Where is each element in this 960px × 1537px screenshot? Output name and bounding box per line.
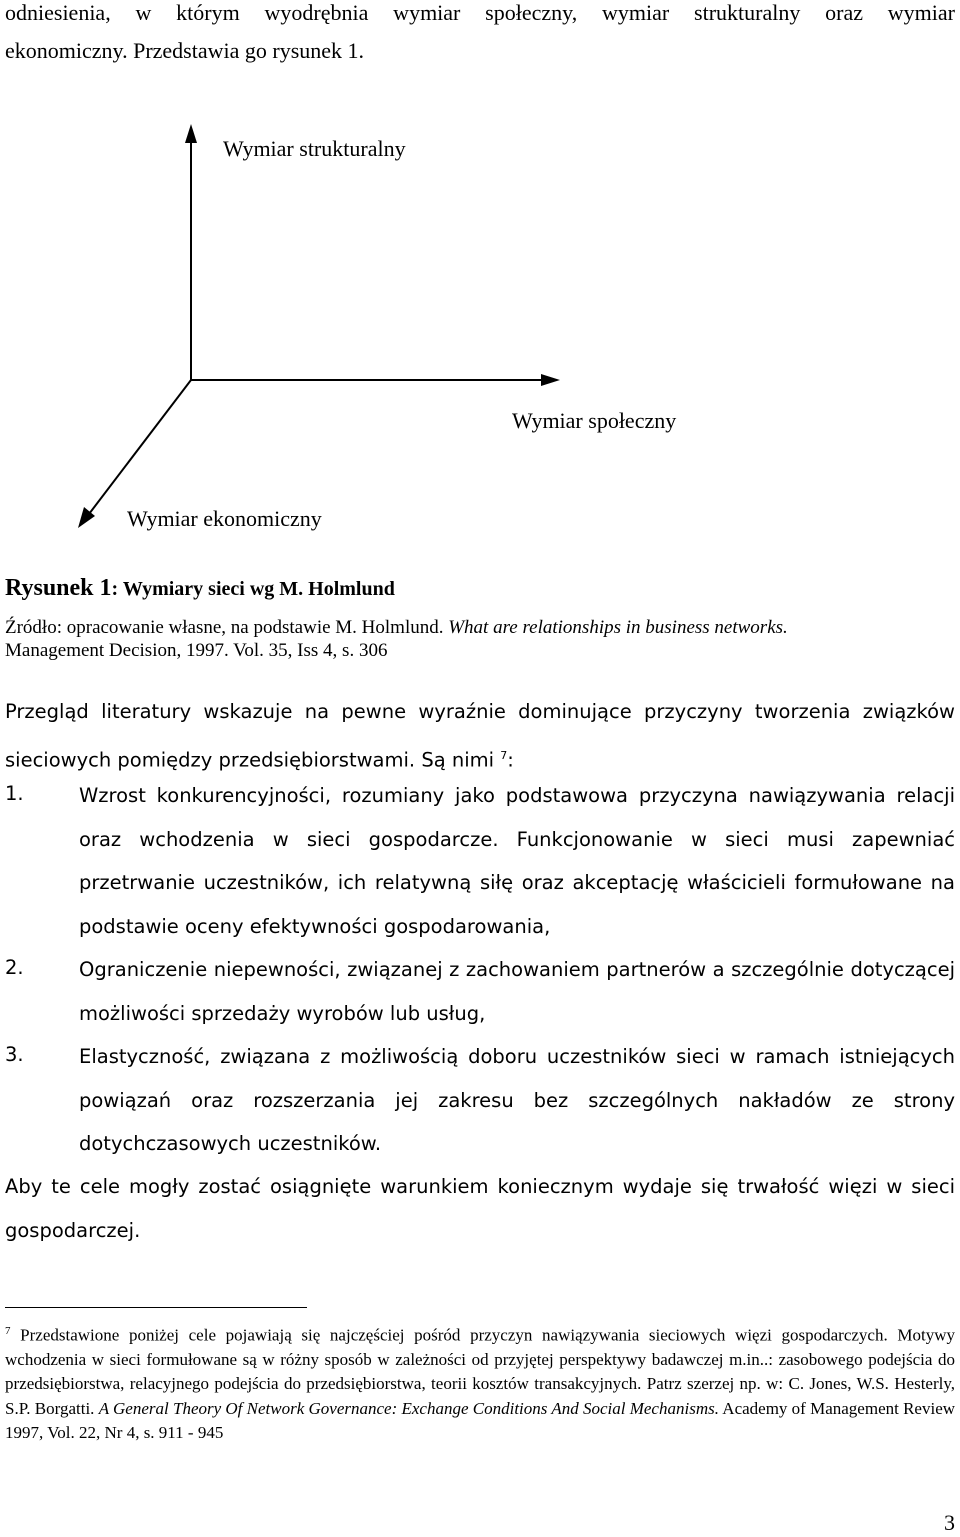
figure-caption-text: : Wymiary sieci wg M. Holmlund [111,578,395,600]
economic-axis-label: Wymiar ekonomiczny [127,506,322,531]
social-axis-arrowhead [541,374,560,386]
figure-source [5,617,955,639]
structural-axis-label: Wymiar strukturalny [223,136,406,161]
list-item-text: Elastyczność, związana z możliwością doboru uczestników sieci w ramach istniejących powiązań oraz rozszerzania jej zakresu bez szczególnych nakładów ze strony dotychczasowych uczestników. [79,1045,955,1155]
paragraph-conclusion: Aby te cele mogły zostać osiągnięte warunkiem koniecznym wydaje się trwałość więzi w sieci gospodarczej. [5,1175,955,1242]
intro-line-1: odniesienia, w którym wyodrębnia wymiar społeczny, wymiar strukturalny oraz wymiar [5,0,955,25]
list-item-text: Wzrost konkurencyjności, rozumiany jako podstawowa przyczyna nawiązywania relacji oraz wchodzenia w sieci gospodarcze. Funkcjonowanie w sieci musi zapewniać przetrwanie uczestników, ich relatywną siłę oraz akceptację właścicieli formułowane na podstawie oceny efektywności gospodarowania, [79,784,955,938]
source-rest: Management Decision, 1997. Vol. 35, Iss 4, s. 306 [5,640,388,661]
source-plain: Źródło: opracowanie własne, na podstawie M. Holmlund. [5,617,444,638]
list-item-number: 1. [5,782,24,805]
structural-axis-arrowhead [185,124,197,143]
footnote-separator [5,1307,307,1308]
intro-line-2: ekonomiczny. Przedstawia go rysunek 1. [5,38,365,63]
footnote-ref: 7 [500,748,508,762]
source-italic-title: What are relationships in business networks. [448,617,788,638]
footnote [5,1319,955,1445]
page-number: 3 [944,1510,955,1535]
list-item-text: Ograniczenie niepewności, związanej z zachowaniem partnerów a szczególnie dotyczącej możliwości sprzedaży wyrobów lub usług, [79,958,955,1025]
footnote-text-2: Academy of Management Review 1997, Vol. 22, Nr 4, s. 911 - 945 [5,1398,956,1442]
figure-caption-prefix: Rysunek 1 [5,575,112,601]
paragraph-colon: : [507,748,514,771]
dimensions-diagram [0,110,960,540]
economic-axis-line [89,380,191,514]
list-item-number: 2. [5,956,24,979]
footnote-text-1: Przedstawione poniżej cele pojawiają się najczęściej pośród przyczyn nawiązywania sieciowych więzi gospodarczych. Motywy wchodzenia w sieci formułowane są w różny sposób w zależności od przyjętej perspektywy badawczej m.in..: zasobowego podejścia do przedsiębiorstwa, relacyjnego podejścia do przedsiębiorstwa, teorii kosztów transakcyjnych. Patrz szerzej np. w: C. Jones, W.S. Hesterly, S.P. Borgatti. [5,1325,955,1418]
list-item-number: 3. [5,1043,24,1066]
figure-caption [5,575,395,602]
paragraph-reasons [5,690,955,782]
footnote-italic-title: A General Theory Of Network Governance: Exchange Conditions And Social Mechanisms. [98,1398,719,1418]
footnote-number: 7 [5,1325,11,1337]
social-axis-label: Wymiar społeczny [512,408,677,433]
paragraph-reasons-text: Przegląd literatury wskazuje na pewne wyraźnie dominujące przyczyny tworzenia związków sieciowych pomiędzy przedsiębiorstwami. Są nimi [5,700,955,771]
